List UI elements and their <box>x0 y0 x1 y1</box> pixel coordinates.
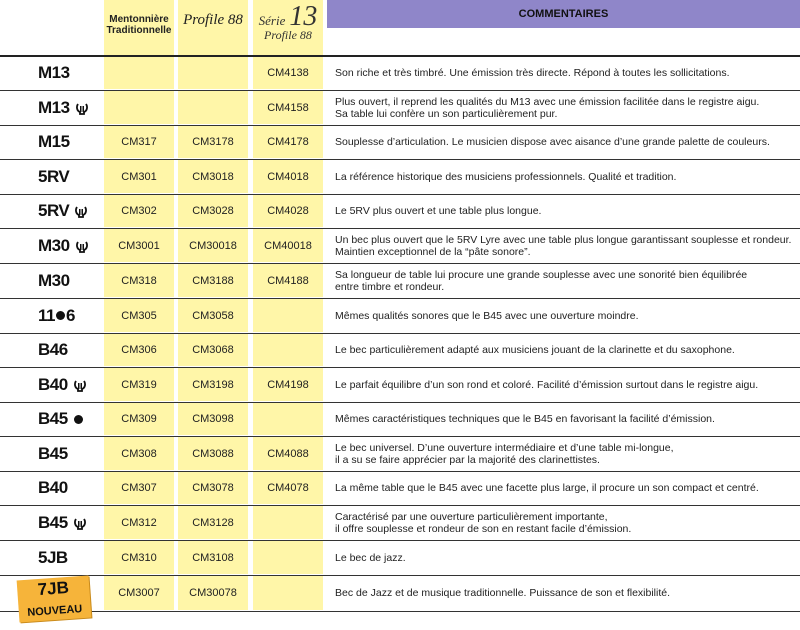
comments-header-spacer <box>327 28 800 56</box>
table-row <box>0 506 800 541</box>
lyre-icon <box>75 239 89 253</box>
lyre-icon <box>73 378 87 392</box>
table-row <box>0 472 800 506</box>
comment-text: Un bec plus ouvert que le 5RV Lyre avec une table plus longue garantissant souplesse et rondeur. Maintien exceptionnel de la “pâte sonore”. <box>335 233 792 258</box>
comment-text: Le 5RV plus ouvert et une table plus longue. <box>335 205 542 217</box>
comment-text: Bec de Jazz et de musique traditionnelle. Puissance de son et flexibilité. <box>335 587 671 599</box>
model-cell <box>38 506 87 539</box>
comment-cell <box>335 403 796 435</box>
comment-cell <box>335 57 796 89</box>
profile88-ref: CM30078 <box>178 576 248 610</box>
serie13-ref: CM4088 <box>253 437 323 470</box>
traditional-ref: CM302 <box>104 195 174 227</box>
profile88-ref: CM3058 <box>178 299 248 332</box>
comment-cell <box>335 437 796 470</box>
model-name: 5JB <box>38 547 68 567</box>
table-row <box>0 91 800 126</box>
traditional-ref: CM310 <box>104 541 174 574</box>
model-cell <box>38 264 70 297</box>
model-cell <box>38 541 68 574</box>
traditional-ref: CM3007 <box>104 576 174 610</box>
table-row <box>0 160 800 195</box>
lyre-icon <box>74 204 88 218</box>
comment-cell <box>335 160 796 193</box>
table-row <box>0 57 800 91</box>
serie13-ref: CM40018 <box>253 229 323 262</box>
profile88-ref: CM30018 <box>178 229 248 262</box>
profile88-ref: CM3078 <box>178 472 248 504</box>
table-row <box>0 264 800 299</box>
traditional-ref: CM319 <box>104 368 174 401</box>
serie13-ref: CM4198 <box>253 368 323 401</box>
serie13-ref: CM4138 <box>253 57 323 89</box>
comment-text: Le bec de jazz. <box>335 551 406 564</box>
header-profile88: Profile 88 <box>183 12 243 28</box>
traditional-ref <box>104 57 174 89</box>
comment-cell <box>335 472 796 504</box>
model-cell <box>38 195 88 227</box>
comments-header-label: COMMENTAIRES <box>518 8 609 20</box>
comment-cell <box>335 368 796 401</box>
model-cell <box>38 229 89 262</box>
profile88-ref <box>178 91 248 124</box>
comment-cell <box>335 576 796 610</box>
model-cell <box>38 126 70 158</box>
lyre-icon <box>75 101 89 115</box>
comment-text: Sa longueur de table lui procure une grande souplesse avec une sonorité bien équilibrée entre timbre et rondeur. <box>335 268 748 293</box>
comment-cell <box>335 229 796 262</box>
new-badge-label: NOUVEAU <box>26 603 83 619</box>
profile88-ref: CM3088 <box>178 437 248 470</box>
model-name: M15 <box>38 132 70 151</box>
comment-cell <box>335 299 796 332</box>
traditional-ref: CM305 <box>104 299 174 332</box>
profile88-ref <box>178 57 248 89</box>
table-row <box>0 229 800 264</box>
row-divider <box>0 611 800 612</box>
model-name: B45 <box>38 512 68 532</box>
serie13-ref <box>253 299 323 332</box>
model-cell <box>38 57 70 89</box>
model-cell <box>38 368 87 401</box>
traditional-ref: CM312 <box>104 506 174 539</box>
serie13-ref: CM4188 <box>253 264 323 297</box>
comment-cell <box>335 264 796 297</box>
table-row <box>0 126 800 160</box>
serie13-ref: CM4028 <box>253 195 323 227</box>
dot-icon <box>74 415 83 424</box>
model-name: B45 <box>38 443 68 463</box>
comment-text: Caractérisé par une ouverture particulièrement importante, il offre souplesse et rondeur de son en restant facile d’émission. <box>335 510 632 535</box>
model-cell <box>38 472 68 504</box>
comment-text: Le bec particulièrement adapté aux musiciens jouant de la clarinette et du saxophone. <box>335 344 735 356</box>
profile88-ref: CM3188 <box>178 264 248 297</box>
comment-cell <box>335 506 796 539</box>
comment-text: Son riche et très timbré. Une émission très directe. Répond à toutes les sollicitations. <box>335 67 730 79</box>
table-row <box>0 437 800 472</box>
model-cell <box>38 437 68 470</box>
comment-cell <box>335 91 796 124</box>
model-name: B40 <box>38 374 68 394</box>
dot-icon <box>56 311 65 320</box>
model-name: 5RV <box>38 166 70 186</box>
serie13-ref: CM4078 <box>253 472 323 504</box>
comment-cell <box>335 195 796 227</box>
profile88-ref: CM3178 <box>178 126 248 158</box>
header-serie-word: Série <box>258 13 286 28</box>
model-name: M13 <box>38 97 70 117</box>
header-serie-sub: Profile 88 <box>264 28 312 42</box>
traditional-ref: CM308 <box>104 437 174 470</box>
traditional-ref: CM309 <box>104 403 174 435</box>
serie13-ref: CM4178 <box>253 126 323 158</box>
serie13-ref <box>253 541 323 574</box>
traditional-ref: CM307 <box>104 472 174 504</box>
comment-text: Mêmes qualités sonores que le B45 avec une ouverture moindre. <box>335 309 639 322</box>
traditional-ref: CM3001 <box>104 229 174 262</box>
serie13-ref <box>253 403 323 435</box>
profile88-ref: CM3108 <box>178 541 248 574</box>
comment-text: Le parfait équilibre d’un son rond et coloré. Facilité d’émission surtout dans le registre aigu. <box>335 378 759 391</box>
serie13-ref <box>253 334 323 366</box>
header-serie-number: 13 <box>289 1 318 32</box>
serie13-ref: CM4158 <box>253 91 323 124</box>
model-cell <box>38 403 83 435</box>
model-name: 5RV <box>38 201 70 220</box>
model-name: B45 <box>38 409 68 428</box>
table-row <box>0 576 800 612</box>
model-cell <box>38 334 68 366</box>
comment-cell <box>335 334 796 366</box>
profile88-ref: CM3028 <box>178 195 248 227</box>
serie13-ref: CM4018 <box>253 160 323 193</box>
serie13-ref <box>253 576 323 610</box>
profile88-ref: CM3068 <box>178 334 248 366</box>
comment-text: Le bec universel. D’une ouverture intermédiaire et d’une table mi-longue, il a su se faire apprécier par la majorité des clarinettistes. <box>335 441 674 466</box>
model-name: M30 <box>38 235 70 255</box>
comment-text: La référence historique des musiciens professionnels. Qualité et tradition. <box>335 170 677 183</box>
model-cell <box>38 91 89 124</box>
comment-text: Plus ouvert, il reprend les qualités du M13 avec une émission facilitée dans le registre aigu. Sa table lui confère un son particulièrement pur. <box>335 95 760 120</box>
profile88-ref: CM3198 <box>178 368 248 401</box>
traditional-ref: CM317 <box>104 126 174 158</box>
model-name: M13 <box>38 63 70 82</box>
profile88-ref: CM3098 <box>178 403 248 435</box>
profile88-ref: CM3128 <box>178 506 248 539</box>
comment-text: Mêmes caractéristiques techniques que le B45 en favorisant la facilité d’émission. <box>335 413 715 425</box>
model-name: M30 <box>38 270 70 290</box>
profile88-ref: CM3018 <box>178 160 248 193</box>
serie13-ref <box>253 506 323 539</box>
new-badge-model: 7JB <box>37 577 70 600</box>
model-name-suffix: 6 <box>65 305 75 325</box>
model-name: B46 <box>38 340 68 359</box>
table-row <box>0 403 800 437</box>
table-row <box>0 334 800 368</box>
model-cell <box>38 160 69 193</box>
traditional-ref: CM318 <box>104 264 174 297</box>
lyre-icon <box>73 516 87 530</box>
header-serie13 <box>253 1 323 43</box>
table-row <box>0 541 800 576</box>
comments-header <box>327 0 800 28</box>
traditional-ref: CM301 <box>104 160 174 193</box>
model-name: 11 <box>38 305 55 325</box>
traditional-ref: CM306 <box>104 334 174 366</box>
table-row <box>0 368 800 403</box>
traditional-ref <box>104 91 174 124</box>
comment-text: Souplesse d’articulation. Le musicien dispose avec aisance d’une grande palette de couleurs. <box>335 136 770 148</box>
model-cell <box>38 299 75 332</box>
new-badge <box>17 576 92 623</box>
table-row <box>0 195 800 229</box>
comment-cell <box>335 126 796 158</box>
comment-cell <box>335 541 796 574</box>
table-row <box>0 299 800 334</box>
comment-text: La même table que le B45 avec une facette plus large, il procure un son compact et centré. <box>335 482 759 494</box>
header-traditional: Mentonnière Traditionnelle <box>106 14 172 36</box>
model-name: B40 <box>38 478 68 497</box>
